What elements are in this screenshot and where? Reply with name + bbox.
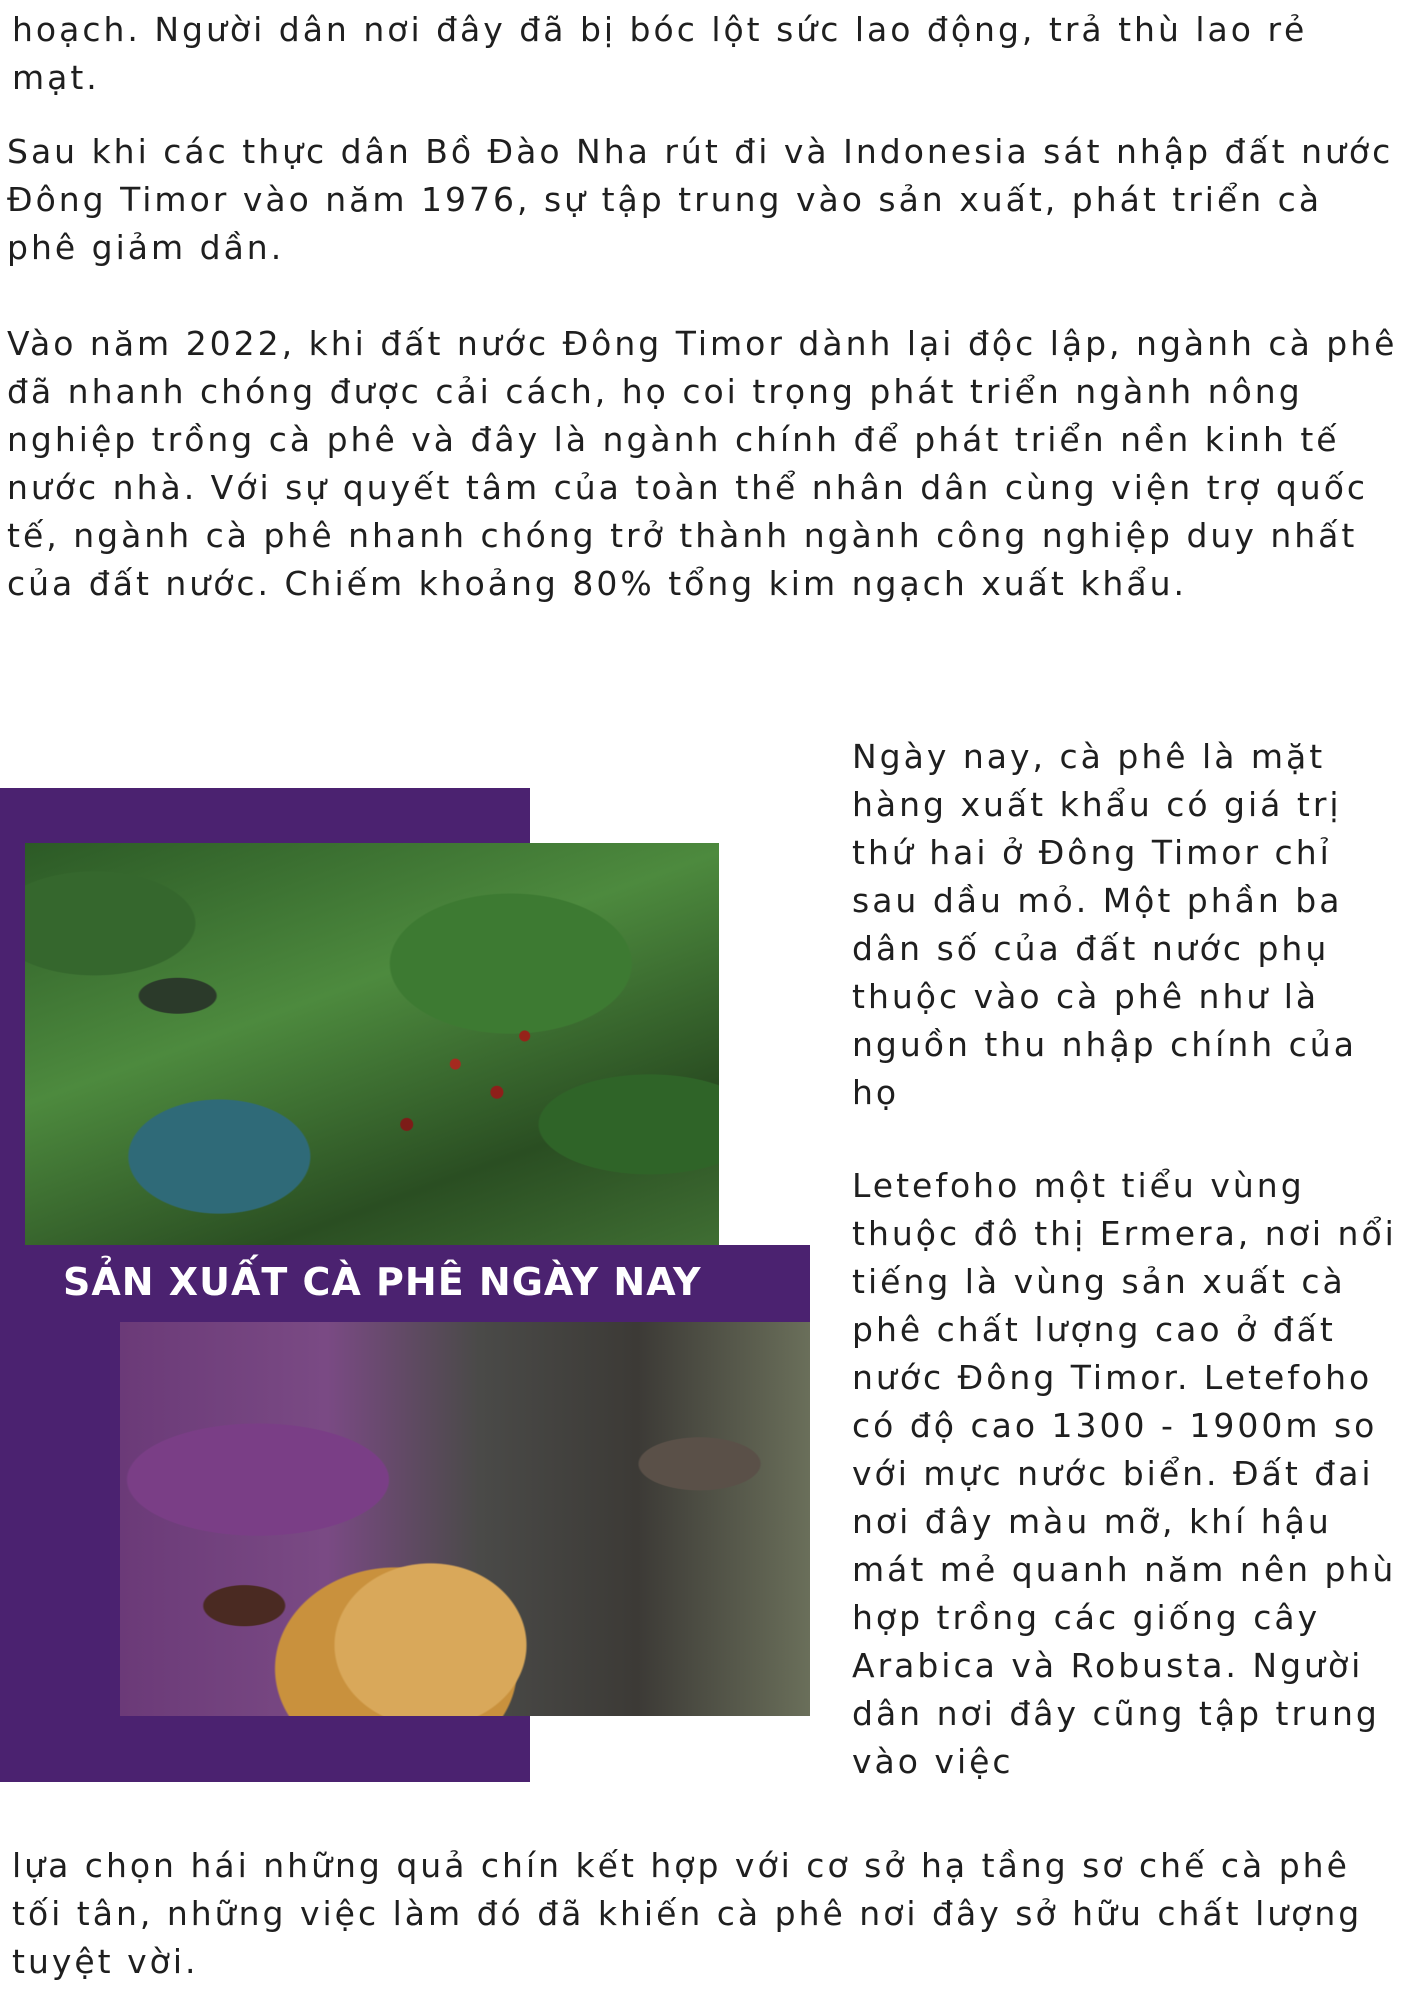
paragraph-exploitation: hoạch. Người dân nơi đây đã bị bóc lột sức lao động, trả thù lao rẻ mạt. <box>12 10 1308 97</box>
coffee-picking-photo <box>25 843 719 1245</box>
section-title: SẢN XUẤT CÀ PHÊ NGÀY NAY <box>63 1260 702 1304</box>
paragraph-portuguese-withdrawal: Sau khi các thực dân Bồ Đào Nha rút đi và Indonesia sát nhập đất nước Đông Timor vào năm 1976, sự tập trung vào sản xuất, phát triển cà phê giảm dần. <box>7 132 1394 267</box>
paragraph-letefoho: Letefoho một tiểu vùng thuộc đô thị Ermera, nơi nổi tiếng là vùng sản xuất cà phê chất lượng cao ở đất nước Đông Timor. Letefoho có độ cao 1300 - 1900m so với mực nước biển. Đất đai nơi đây màu mỡ, khí hậu mát mẻ quanh năm nên phù hợp trồng các giống cây Arabica và Robusta. Người dân nơi đây cũng tập trung vào việc <box>852 1166 1397 1781</box>
paragraph-coffee-today: Ngày nay, cà phê là mặt hàng xuất khẩu có giá trị thứ hai ở Đông Timor chỉ sau dầu mỏ. Một phần ba dân số của đất nước phụ thuộc vào cà phê như là nguồn thu nhập chính của họ <box>852 737 1357 1112</box>
paragraph-independence-2022: Vào năm 2022, khi đất nước Đông Timor dành lại độc lập, ngành cà phê đã nhanh chóng được cải cách, họ coi trọng phát triển ngành nông nghiệp trồng cà phê và đây là ngành chính để phát triển nền kinh tế nước nhà. Với sự quyết tâm của toàn thể nhân dân cùng viện trợ quốc tế, ngành cà phê nhanh chóng trở thành ngành công nghiệp duy nhất của đất nước. Chiếm khoảng 80% tổng kim ngạch xuất khẩu. <box>7 324 1398 603</box>
paragraph-quality: lựa chọn hái những quả chín kết hợp với cơ sở hạ tầng sơ chế cà phê tối tân, những việc làm đó đã khiến cà phê nơi đây sở hữu chất lượng tuyệt vời. <box>12 1846 1363 1981</box>
coffee-pulping-photo <box>120 1322 810 1716</box>
